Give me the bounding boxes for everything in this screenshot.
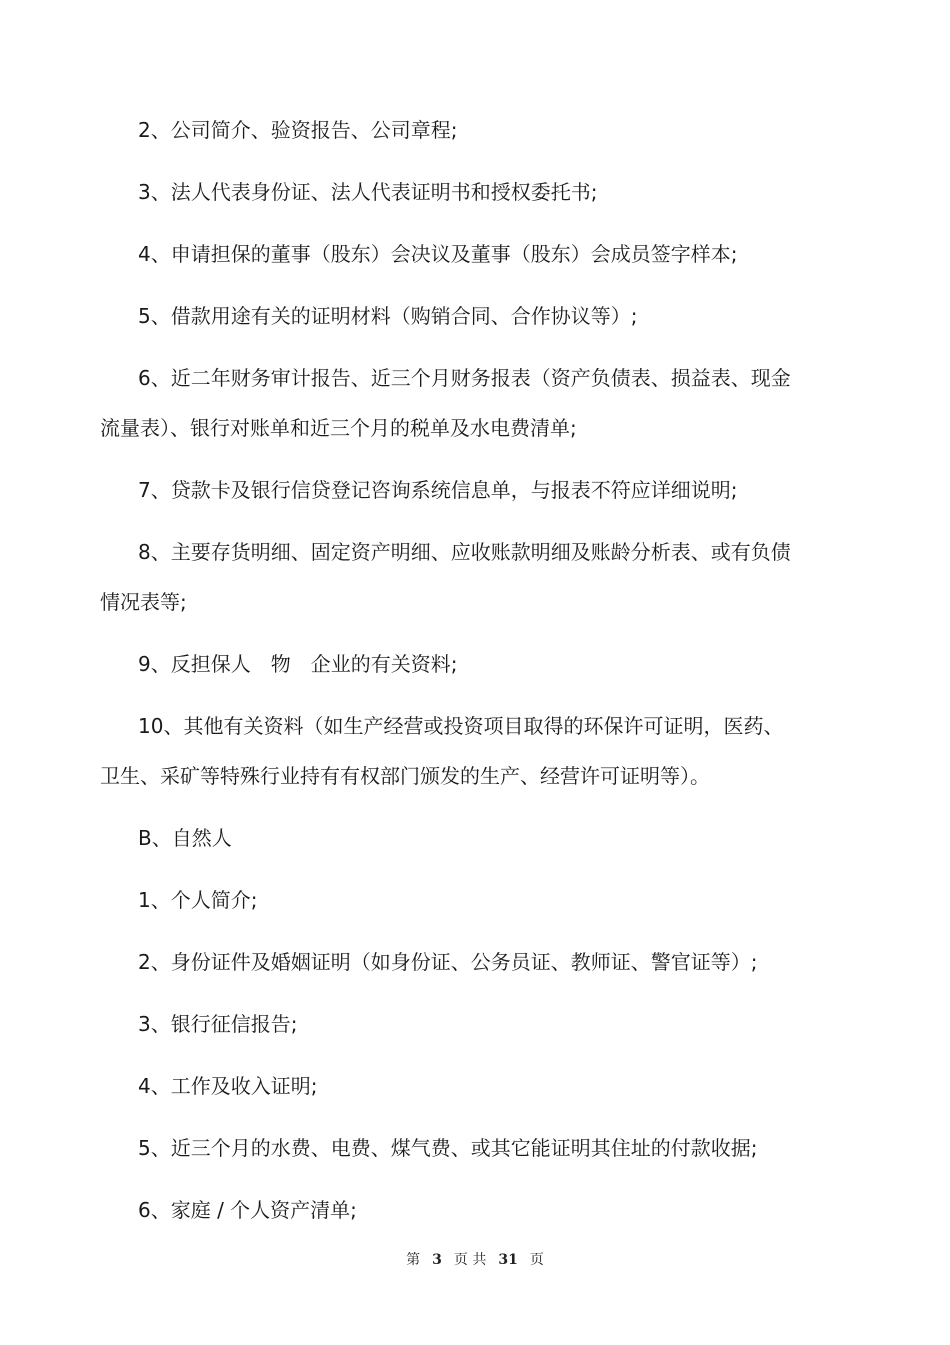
list-item (100, 890, 820, 910)
paragraph-line: 1、个人简介; (138, 888, 258, 912)
list-item (100, 368, 820, 438)
footer-prefix: 第 (406, 1252, 421, 1268)
page-footer (0, 1249, 950, 1269)
list-item (100, 654, 820, 674)
footer-suffix: 页 (529, 1252, 544, 1268)
paragraph-line: 3、法人代表身份证、法人代表证明书和授权委托书; (138, 180, 598, 204)
list-item (100, 182, 820, 202)
list-item (100, 480, 820, 500)
list-item (100, 1138, 820, 1158)
total-page-count: 31 (498, 1252, 518, 1268)
list-item (100, 306, 820, 326)
list-item (100, 952, 820, 972)
paragraph-line: 3、银行征信报告; (138, 1012, 298, 1036)
paragraph-line: B、自然人 (138, 826, 232, 850)
paragraph-line: 7、贷款卡及银行信贷登记咨询系统信息单，与报表不符应详细说明; (138, 478, 738, 502)
paragraph-line: 卫生、采矿等特殊行业持有有权部门颁发的生产、经营许可证明等）。 (100, 764, 710, 788)
list-item (100, 716, 820, 786)
paragraph-line: 6、家庭 / 个人资产清单; (138, 1198, 357, 1222)
paragraph-line: 10、其他有关资料（如生产经营或投资项目取得的环保许可证明，医药、 (138, 714, 784, 738)
paragraph-line: 情况表等; (100, 590, 187, 614)
list-item (100, 120, 820, 140)
paragraph-line: 4、工作及收入证明; (138, 1074, 318, 1098)
list-item (100, 1200, 820, 1220)
list-item (100, 542, 820, 612)
paragraph-line: 2、身份证件及婚姻证明（如身份证、公务员证、教师证、警官证等）; (138, 950, 758, 974)
paragraph-line: 5、借款用途有关的证明材料（购销合同、合作协议等）; (138, 304, 638, 328)
paragraph-line: 8、主要存货明细、固定资产明细、应收账款明细及账龄分析表、或有负债 (138, 540, 791, 564)
paragraph-line: 2、公司简介、验资报告、公司章程; (138, 118, 458, 142)
list-item (100, 1014, 820, 1034)
list-item (100, 1076, 820, 1096)
paragraph-line: 流量表）、银行对账单和近三个月的税单及水电费清单; (100, 416, 577, 440)
current-page-number: 3 (432, 1252, 442, 1268)
paragraph-line: 5、近三个月的水费、电费、煤气费、或其它能证明其住址的付款收据; (138, 1136, 758, 1160)
paragraph-line: 9、反担保人 物 企业的有关资料; (138, 652, 458, 676)
paragraph-line: 6、近二年财务审计报告、近三个月财务报表（资产负债表、损益表、现金 (138, 366, 791, 390)
section-heading (100, 828, 820, 848)
list-item (100, 244, 820, 264)
paragraph-line: 4、申请担保的董事（股东）会决议及董事（股东）会成员签字样本; (138, 242, 738, 266)
footer-middle: 页 共 (453, 1252, 487, 1268)
